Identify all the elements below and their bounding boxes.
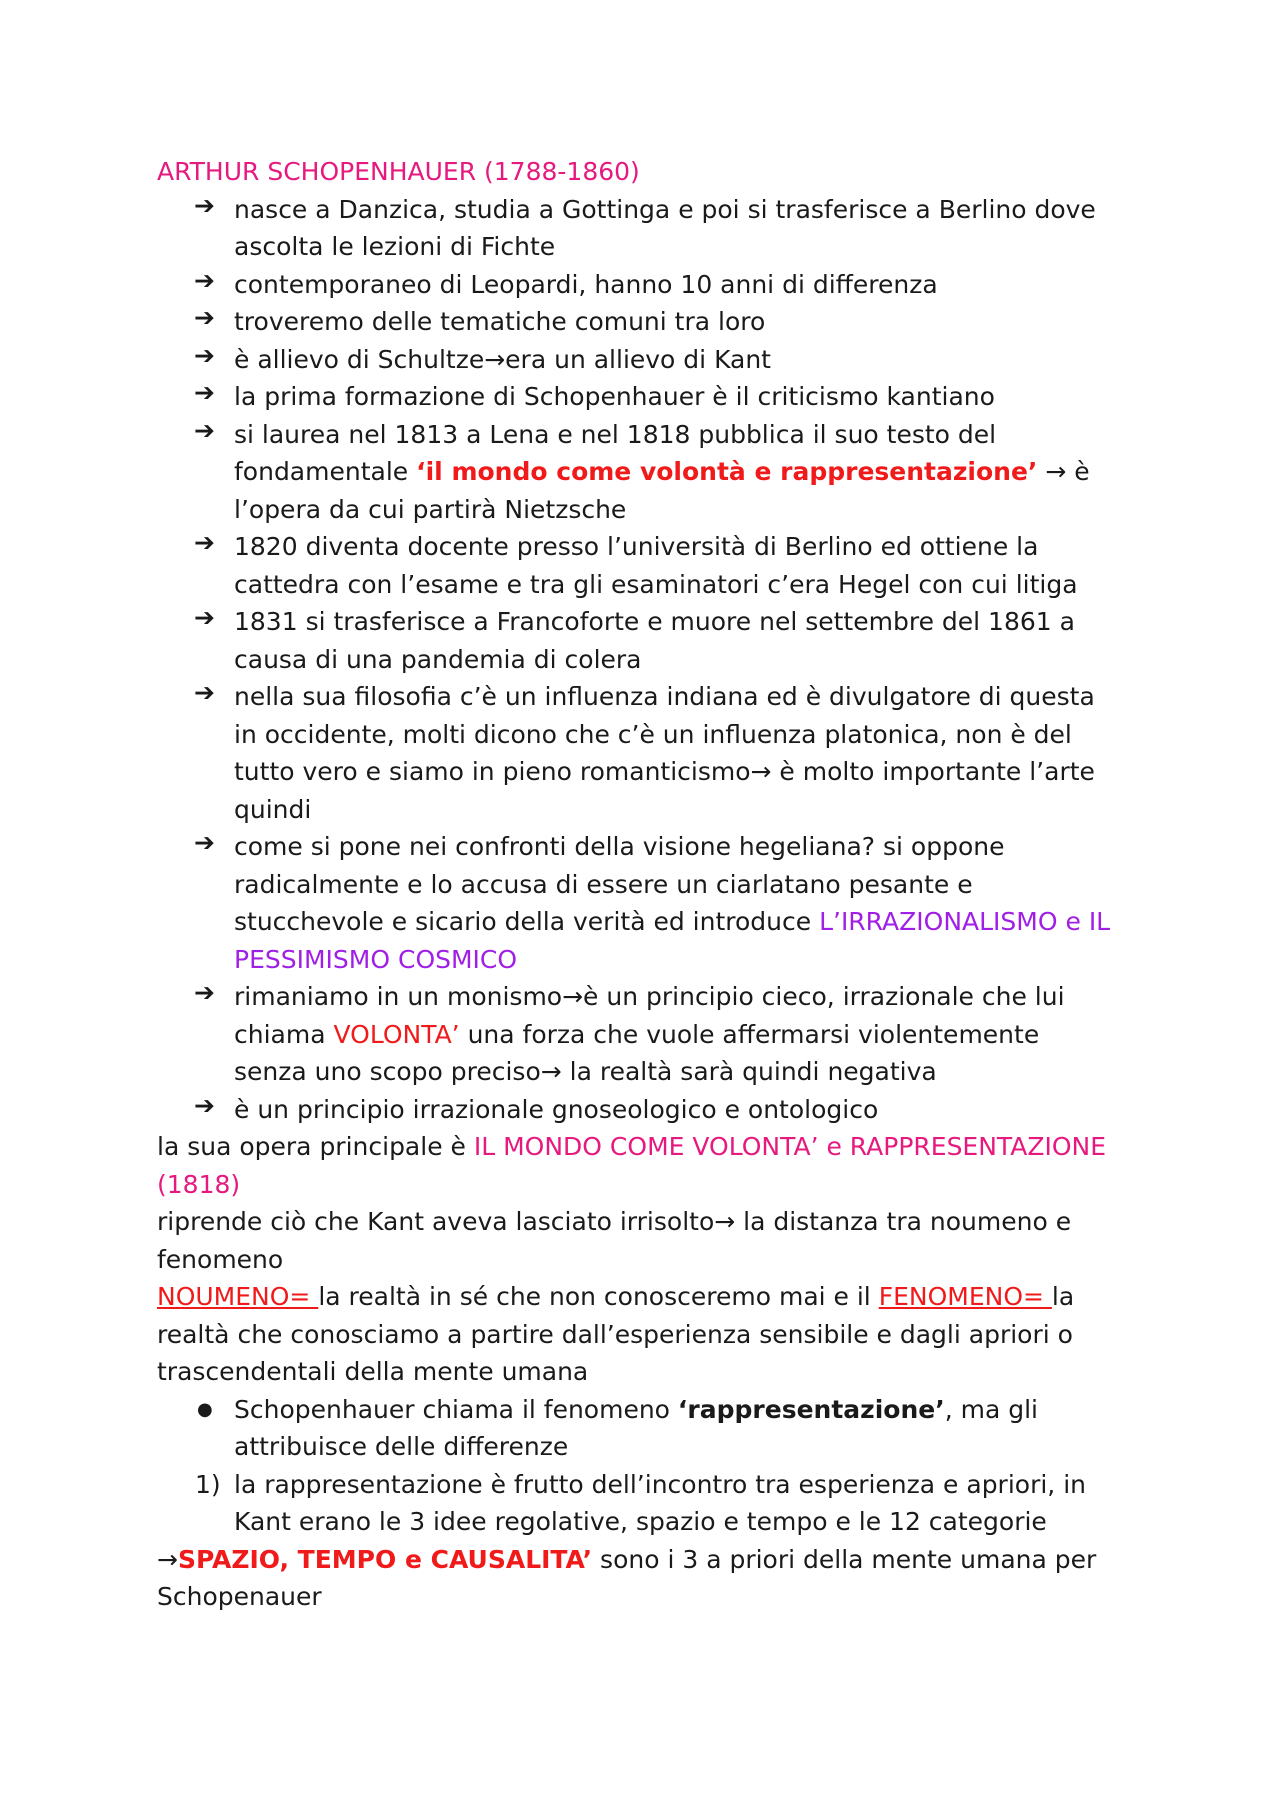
arrow-bullet-icon: ➔ [194, 190, 215, 220]
paragraph-line [157, 1128, 1137, 1166]
arrow-bullet-icon: ➔ [194, 528, 215, 557]
list-item-text: cattedra con l’esame e tra gli esaminatori c’era Hegel con cui litiga [234, 569, 1078, 599]
arrow-bullet-icon: ➔ [194, 303, 215, 332]
list-item [157, 378, 1137, 416]
highlight-volonta: VOLONTA’ [333, 1019, 460, 1049]
list-item-text: contemporaneo di Leopardi, hanno 10 anni di differenza [234, 269, 938, 299]
text-span: la [1051, 1282, 1075, 1311]
paragraph-line: riprende ciò che Kant aveva lasciato irrisolto→ la distanza tra noumeno e [157, 1207, 1072, 1236]
paragraph-line: realtà che conosciamo a partire dall’esperienza sensibile e dagli apriori o [157, 1319, 1073, 1349]
arrow-bullet-icon: ➔ [194, 415, 215, 445]
list-item-text: come si pone nei confronti della visione hegeliana? si oppone [234, 832, 1005, 861]
list-item-text: nella sua filosofia c’è un influenza indiana ed è divulgatore di questa [234, 682, 1095, 711]
highlight-work-title: IL MONDO COME VOLONTA’ e RAPPRESENTAZIONE [473, 1132, 1107, 1161]
highlight-work-title: ‘il mondo come volontà e rappresentazione’ [416, 457, 1038, 486]
text-span: la sua opera principale è [157, 1132, 474, 1161]
highlight-rappresentazione: ‘rappresentazione’ [677, 1394, 945, 1424]
highlight-concept: PESSIMISMO COSMICO [234, 944, 518, 974]
list-item-text: rimaniamo in un monismo→è un principio cieco, irrazionale che lui [234, 982, 1065, 1011]
list-item-text: la prima formazione di Schopenhauer è il criticismo kantiano [234, 382, 995, 411]
paragraph-line: fenomeno [157, 1244, 284, 1274]
list-item [157, 416, 1137, 529]
list-item-text: è allievo di Schultze→era un allievo di Kant [234, 344, 771, 374]
list-item-text: è un principio irrazionale gnoseologico e ontologico [234, 1094, 879, 1124]
dot-bullet-icon: ● [197, 1398, 213, 1420]
highlight-concept: L’IRRAZIONALISMO e IL [819, 907, 1111, 936]
paragraph-line [157, 1541, 1137, 1579]
list-item-text: 1831 si trasferisce a Francoforte e muore nel settembre del 1861 a [234, 607, 1075, 636]
list-item-text: radicalmente e lo accusa di essere un ciarlatano pesante e [234, 869, 973, 899]
list-item-text: nasce a Danzica, studia a Gottinga e poi si trasferisce a Berlino dove [234, 194, 1096, 224]
list-item [157, 303, 1137, 341]
text-span: fondamentale [234, 457, 417, 486]
list-item-text: in occidente, molti dicono che c’è un influenza platonica, non è del [234, 719, 1072, 749]
arrow-bullet-icon: ➔ [194, 678, 215, 707]
paragraph-line: trascendentali della mente umana [157, 1357, 589, 1386]
list-item [157, 266, 1137, 304]
list-item-text [157, 1016, 1137, 1054]
list-item-text: causa di una pandemia di colera [234, 644, 642, 674]
list-item-text: attribuisce delle differenze [234, 1432, 569, 1461]
list-item [157, 828, 1137, 978]
text-span: sono i 3 a priori della mente umana per [592, 1544, 1097, 1574]
text-span: , ma gli [944, 1394, 1038, 1424]
text-span: Schopenhauer chiama il fenomeno [234, 1394, 678, 1424]
paragraph-line [157, 1278, 1137, 1316]
list-item [157, 978, 1137, 1091]
term-noumeno: NOUMENO= [157, 1282, 319, 1311]
list-item-text: troveremo delle tematiche comuni tra loro [234, 307, 766, 336]
list-item-text: si laurea nel 1813 a Lena e nel 1818 pubblica il suo testo del [234, 419, 997, 449]
list-item-text [157, 903, 1137, 941]
document-content [157, 153, 1137, 1616]
arrow-bullet-icon: ➔ [194, 978, 215, 1007]
text-span: stucchevole e sicario della verità ed introduce [234, 907, 820, 936]
arrow-bullet-icon: ➔ [194, 340, 215, 370]
list-item-text: tutto vero e siamo in pieno romanticismo→ è molto importante l’arte [234, 757, 1095, 786]
list-item-text: senza uno scopo preciso→ la realtà sarà quindi negativa [234, 1057, 937, 1086]
list-item [157, 341, 1137, 379]
highlight-year: (1818) [157, 1169, 241, 1199]
list-item [157, 603, 1137, 678]
list-number: 1) [195, 1469, 221, 1499]
highlight-apriori: SPAZIO, TEMPO e CAUSALITA’ [177, 1544, 593, 1574]
text-span: una forza che vuole affermarsi violentemente [459, 1019, 1040, 1049]
list-item-text: quindi [234, 794, 312, 824]
list-item-text: la rappresentazione è frutto dell’incontro tra esperienza e apriori, in [234, 1469, 1086, 1499]
list-item-text: Kant erano le 3 idee regolative, spazio e tempo e le 12 categorie [234, 1507, 1047, 1536]
list-item-text [157, 1391, 1137, 1429]
list-item [157, 1391, 1137, 1466]
list-item [157, 528, 1137, 603]
paragraph-line: Schopenauer [157, 1582, 322, 1611]
list-item-text [157, 453, 1137, 491]
list-item-text: ascolta le lezioni di Fichte [234, 232, 556, 261]
term-fenomeno: FENOMENO= [878, 1282, 1052, 1311]
list-item [157, 1091, 1137, 1129]
list-item [157, 191, 1137, 266]
list-item-text: l’opera da cui partirà Nietzsche [234, 494, 627, 524]
arrow-bullet-icon: ➔ [194, 378, 215, 407]
list-item [157, 678, 1137, 828]
text-span: chiama [234, 1019, 334, 1049]
text-span: la realtà in sé che non conosceremo mai e il [318, 1282, 879, 1311]
arrow-bullet-icon: ➔ [194, 828, 215, 857]
right-arrow-icon: → [157, 1544, 178, 1574]
list-item-text: 1820 diventa docente presso l’università di Berlino ed ottiene la [234, 532, 1039, 561]
text-span: → è [1037, 457, 1090, 486]
list-item [157, 1466, 1137, 1541]
arrow-bullet-icon: ➔ [194, 1090, 215, 1120]
arrow-bullet-icon: ➔ [194, 603, 215, 632]
document-title: ARTHUR SCHOPENHAUER (1788-1860) [157, 157, 640, 186]
arrow-bullet-icon: ➔ [194, 265, 215, 295]
